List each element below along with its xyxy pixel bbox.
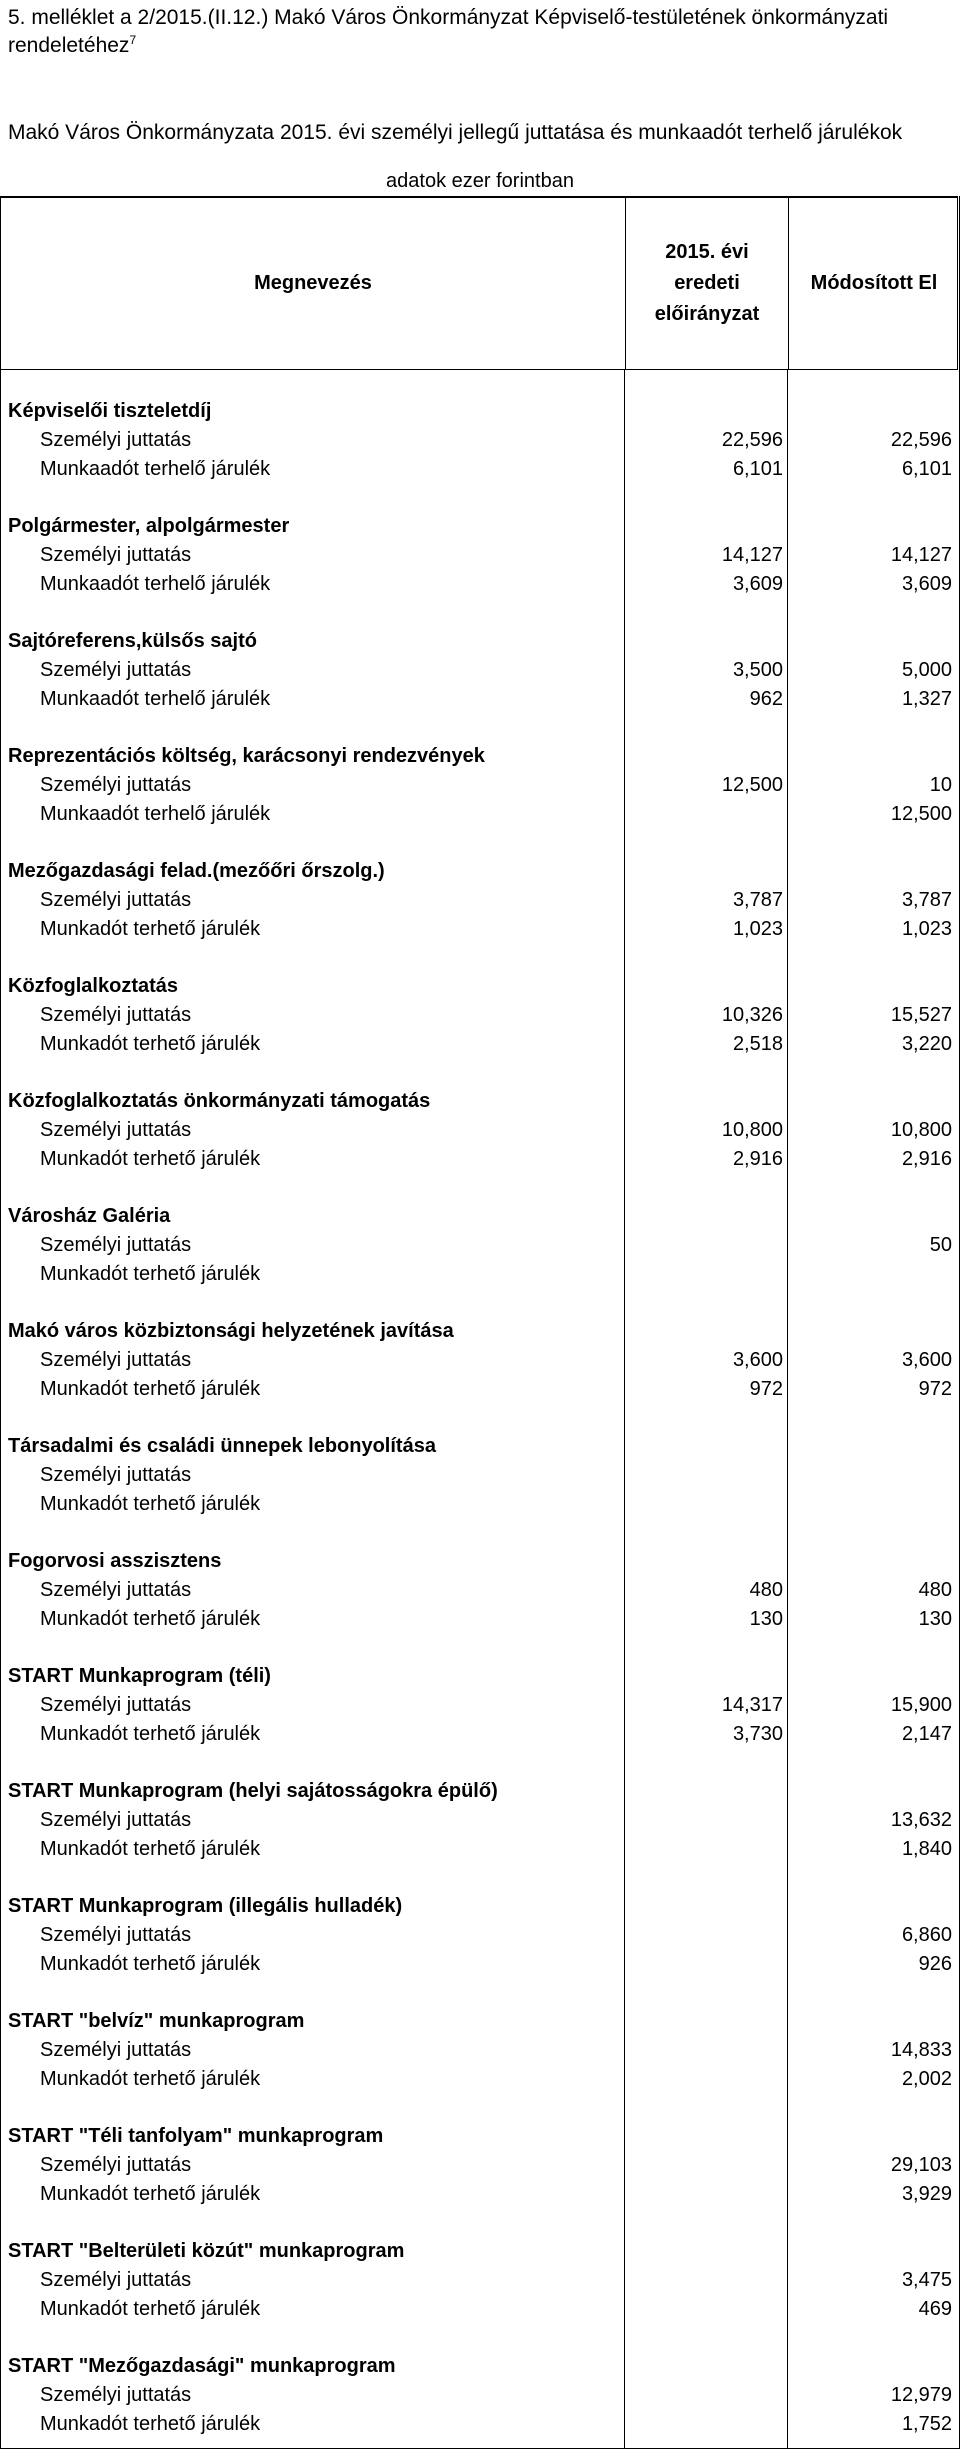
table-row [0, 2413, 958, 2441]
group-title: Fogorvosi asszisztens [8, 1550, 222, 1572]
row-label: Személyi juttatás [40, 2154, 192, 2176]
original-value: 10,800 [721, 1119, 783, 1141]
row-label: Munkadót terhető járulék [40, 918, 261, 940]
original-value: 14,127 [721, 544, 783, 566]
modified-value: 13,632 [890, 1809, 952, 1831]
column-header-original-l3: előirányzat [654, 303, 760, 325]
original-value: 3,600 [732, 1349, 783, 1371]
group-title: START "Belterületi közút" munkaprogram [8, 2240, 405, 2262]
table-row [0, 1608, 958, 1636]
column-header-original-l1: 2015. évi [665, 241, 749, 263]
row-label: Munkadót terhető járulék [40, 1148, 261, 1170]
original-value: 972 [749, 1378, 783, 1400]
table-row [0, 1924, 958, 1952]
group-title: START "Téli tanfolyam" munkaprogram [8, 2125, 384, 2147]
modified-value: 3,600 [901, 1349, 952, 1371]
row-label: Munkadót terhető járulék [40, 1608, 261, 1630]
table-row [0, 1378, 958, 1406]
modified-value: 480 [918, 1579, 952, 1601]
group-title: START "belvíz" munkaprogram [8, 2010, 305, 2032]
group-title: Társadalmi és családi ünnepek lebonyolítása [8, 1435, 436, 1457]
modified-value: 1,840 [901, 1838, 952, 1860]
group-title: Képviselői tiszteletdíj [8, 400, 212, 422]
row-label: Személyi juttatás [40, 2384, 192, 2406]
modified-value: 2,002 [901, 2068, 952, 2090]
row-label: Személyi juttatás [40, 889, 192, 911]
modified-value: 10,800 [890, 1119, 952, 1141]
modified-value: 3,787 [901, 889, 952, 911]
group-title: START Munkaprogram (illegális hulladék) [8, 1895, 403, 1917]
modified-value: 5,000 [901, 659, 952, 681]
annex-reference [8, 4, 888, 32]
row-label: Munkadót terhető járulék [40, 1263, 261, 1285]
row-label: Személyi juttatás [40, 544, 192, 566]
original-value: 1,023 [732, 918, 783, 940]
original-value: 3,730 [732, 1723, 783, 1745]
row-label: Munkadót terhető járulék [40, 2183, 261, 2205]
modified-value: 1,327 [901, 688, 952, 710]
row-label: Személyi juttatás [40, 659, 192, 681]
row-label: Munkaadót terhelő járulék [40, 458, 271, 480]
row-label: Munkaadót terhelő járulék [40, 803, 271, 825]
modified-value: 3,929 [901, 2183, 952, 2205]
table-row [0, 688, 958, 716]
table-row [0, 803, 958, 831]
modified-value: 12,500 [890, 803, 952, 825]
modified-value: 29,103 [890, 2154, 952, 2176]
group-title: Polgármester, alpolgármester [8, 515, 290, 537]
original-value: 12,500 [721, 774, 783, 796]
table-row [0, 544, 958, 572]
row-label: Személyi juttatás [40, 1924, 192, 1946]
modified-value: 10 [929, 774, 952, 796]
modified-value: 12,979 [890, 2384, 952, 2406]
group-title: Mezőgazdasági felad.(mezőőri őrszolg.) [8, 860, 385, 882]
group-title: START Munkaprogram (helyi sajátosságokra épülő) [8, 1780, 498, 1802]
modified-value: 50 [929, 1234, 952, 1256]
original-value: 2,916 [732, 1148, 783, 1170]
column-header-original-l2: eredeti [674, 272, 740, 294]
table-row [0, 2039, 958, 2067]
row-label: Munkadót terhető járulék [40, 1723, 261, 1745]
group-title: START Munkaprogram (téli) [8, 1665, 271, 1687]
table-row [0, 2384, 958, 2412]
group-title: Közfoglalkoztatás [8, 975, 179, 997]
original-value: 14,317 [721, 1694, 783, 1716]
table-row [0, 1033, 958, 1061]
modified-value: 3,609 [901, 573, 952, 595]
table-row [0, 2298, 958, 2326]
row-label: Személyi juttatás [40, 1809, 192, 1831]
footnote-marker: 7 [129, 33, 137, 47]
modified-value: 1,023 [901, 918, 952, 940]
row-label: Személyi juttatás [40, 1464, 192, 1486]
original-value: 3,787 [732, 889, 783, 911]
units-note: adatok ezer forintban [386, 170, 574, 192]
row-label: Személyi juttatás [40, 1349, 192, 1371]
row-label: Munkaadót terhelő járulék [40, 573, 271, 595]
row-label: Munkadót terhető járulék [40, 1493, 261, 1515]
row-label: Munkaadót terhelő járulék [40, 688, 271, 710]
modified-value: 972 [918, 1378, 952, 1400]
annex-reference-cont [8, 32, 136, 60]
row-label: Személyi juttatás [40, 1234, 192, 1256]
table-row [0, 1464, 958, 1492]
column-header-original [626, 198, 788, 369]
table-row [0, 1004, 958, 1032]
original-value: 3,609 [732, 573, 783, 595]
original-value: 130 [749, 1608, 783, 1630]
table-row [0, 2154, 958, 2182]
original-value: 480 [749, 1579, 783, 1601]
original-value: 962 [749, 688, 783, 710]
table-row [0, 2068, 958, 2096]
modified-value: 6,860 [901, 1924, 952, 1946]
group-title: Közfoglalkoztatás önkormányzati támogatás [8, 1090, 431, 1112]
row-label: Munkadót terhető járulék [40, 1838, 261, 1860]
table-row [0, 1234, 958, 1262]
row-label: Személyi juttatás [40, 2039, 192, 2061]
row-label: Személyi juttatás [40, 1579, 192, 1601]
modified-value: 6,101 [901, 458, 952, 480]
row-label: Személyi juttatás [40, 2269, 192, 2291]
table-row [0, 1723, 958, 1751]
row-label: Személyi juttatás [40, 774, 192, 796]
original-value: 3,500 [732, 659, 783, 681]
table-row [0, 1953, 958, 1981]
table-header-row [0, 196, 958, 370]
modified-value: 469 [918, 2298, 952, 2320]
table-row [0, 1838, 958, 1866]
row-label: Személyi juttatás [40, 1119, 192, 1141]
modified-value: 15,900 [890, 1694, 952, 1716]
modified-value: 3,220 [901, 1033, 952, 1055]
row-label: Munkadót terhető járulék [40, 1033, 261, 1055]
column-header-modified: Módosított El [810, 272, 938, 294]
table-row [0, 2269, 958, 2297]
row-label: Munkadót terhető járulék [40, 2298, 261, 2320]
modified-value: 130 [918, 1608, 952, 1630]
row-label: Munkadót terhető járulék [40, 2413, 261, 2435]
table-row [0, 1148, 958, 1176]
modified-value: 15,527 [890, 1004, 952, 1026]
annex-reference-text: 5. melléklet a 2/2015.(II.12.) Makó Város Önkormányzat Képviselő-testületének önkormányzati [8, 6, 889, 29]
table-row [0, 573, 958, 601]
original-value: 10,326 [721, 1004, 783, 1026]
document-title: Makó Város Önkormányzata 2015. évi személyi jellegű juttatása és munkaadót terhelő járulékok [8, 121, 903, 144]
table-row [0, 458, 958, 486]
table-row [0, 1809, 958, 1837]
table-row [0, 918, 958, 946]
modified-value: 926 [918, 1953, 952, 1975]
table-row [0, 1349, 958, 1377]
group-title: Reprezentációs költség, karácsonyi rendezvények [8, 745, 485, 767]
row-label: Személyi juttatás [40, 1004, 192, 1026]
row-label: Személyi juttatás [40, 1694, 192, 1716]
group-title: START "Mezőgazdasági" munkaprogram [8, 2355, 396, 2377]
original-value: 22,596 [721, 429, 783, 451]
original-value: 6,101 [732, 458, 783, 480]
table-row [0, 774, 958, 802]
row-label: Munkadót terhető járulék [40, 1953, 261, 1975]
modified-value: 22,596 [890, 429, 952, 451]
table-row [0, 659, 958, 687]
group-title: Sajtóreferens,külsős sajtó [8, 630, 257, 652]
table-row [0, 2183, 958, 2211]
column-header-name: Megnevezés [254, 272, 372, 294]
modified-value: 3,475 [901, 2269, 952, 2291]
row-label: Személyi juttatás [40, 429, 192, 451]
row-label: Munkadót terhető járulék [40, 1378, 261, 1400]
group-title: Makó város közbiztonsági helyzetének javítása [8, 1320, 454, 1342]
annex-reference-cont-text: rendeletéhez [8, 34, 130, 57]
modified-value: 14,127 [890, 544, 952, 566]
original-value: 2,518 [732, 1033, 783, 1055]
modified-value: 2,916 [901, 1148, 952, 1170]
modified-value: 1,752 [901, 2413, 952, 2435]
table-row [0, 1493, 958, 1521]
table-row [0, 429, 958, 457]
modified-value: 14,833 [890, 2039, 952, 2061]
table-row [0, 889, 958, 917]
table-row [0, 1694, 958, 1722]
group-title: Városház Galéria [8, 1205, 171, 1227]
row-label: Munkadót terhető járulék [40, 2068, 261, 2090]
modified-value: 2,147 [901, 1723, 952, 1745]
table-row [0, 1263, 958, 1291]
table-row [0, 1119, 958, 1147]
table-row [0, 1579, 958, 1607]
